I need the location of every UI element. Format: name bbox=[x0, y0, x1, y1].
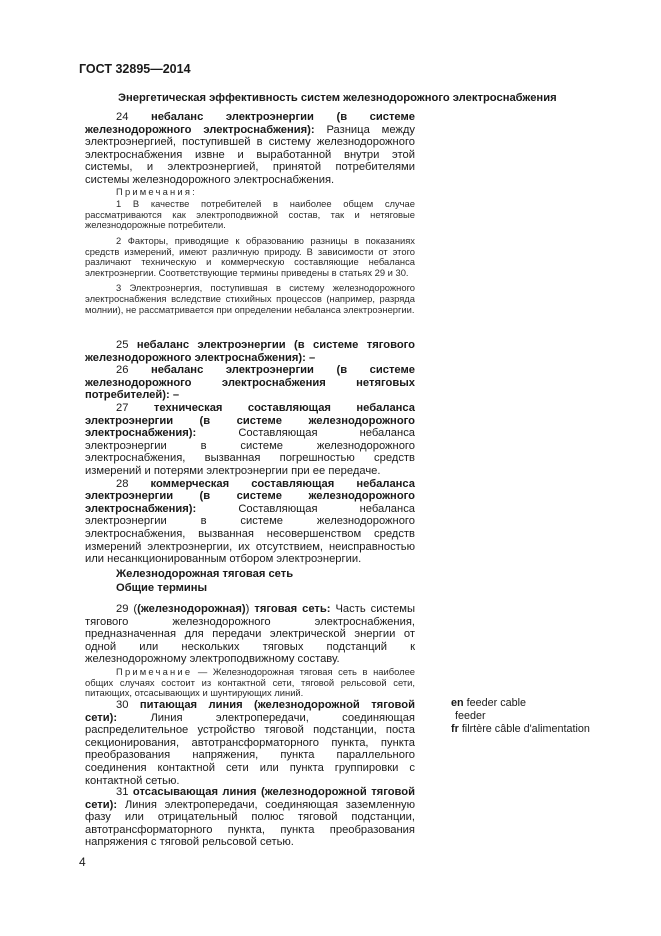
term-definition: Разница между электроэнергией, поступившей в систему железнодорожного электроснабжения извне и выработанной внутри этой системы, и электроэнергией, принятой потребителями системы железнодорожного электроснабжения. bbox=[85, 123, 416, 186]
term-name: небаланс электроэнергии (в системе железнодорожного электроснабжения нетяговых потребителей): bbox=[85, 364, 415, 402]
term-number: 26 bbox=[116, 364, 129, 377]
subsection-subtitle: Общие термины bbox=[116, 582, 208, 594]
term-number: 29 bbox=[116, 603, 129, 615]
term-definition: Составляющая небаланса электроэнергии в системе железнодорожного электроснабжения, вызванная погрешностью средств измерений и потерями электроэнергии при ее передаче. bbox=[85, 427, 416, 477]
term-definition: Линия электропередачи, соединяющая заземленную фазу или отрицательный полюс тяговой подстанции, автотрансформаторного пункта, пункта преобразования напряжения с тяговой рельсовой сетью. bbox=[85, 798, 415, 849]
term-number: 24 bbox=[116, 111, 129, 123]
subsection-title: Железнодорожная тяговая сеть bbox=[116, 568, 294, 580]
term-definition: Линия электропередачи, соединяющая распределительное устройство тяговой подстанции, поста секционирования, автотрансформаторного пункта, пункта преобразования напряжения, пункта параллельного соединения контактной сети или пункта группировки с контактной сетью. bbox=[85, 711, 415, 787]
note-2: 2 Факторы, приводящие к образованию разницы в показаниях средств измерений, имеют различную природу. В зависимости от этого различают техническую и коммерческую составляющие небаланса электроэнергии. Соответствующие термины приведены в статьях 29 и 30. bbox=[85, 234, 415, 278]
term-number: 31 bbox=[116, 786, 129, 798]
term-name: отсасывающая линия (железнодорожной тяговой сети): bbox=[85, 786, 415, 811]
terms-25-28 bbox=[85, 339, 415, 566]
term-name: питающая линия (железнодорожной тяговой сети): bbox=[85, 699, 415, 724]
en-term-1: feeder cable bbox=[466, 697, 527, 709]
document-id: ГОСТ 32895—2014 bbox=[79, 62, 191, 76]
term-number: 27 bbox=[116, 401, 129, 414]
section-title: Энергетическая эффективность систем железнодорожного электроснабжения bbox=[118, 92, 557, 104]
term-name: техническая составляющая небаланса электроэнергии (в системе железнодорожного электроснабжения): bbox=[85, 401, 415, 440]
page-number: 4 bbox=[79, 855, 86, 869]
note-label: Примечание bbox=[116, 665, 193, 677]
foreign-equivalents bbox=[451, 697, 590, 735]
term-29: 29 ((железнодорожная)) тяговая сеть: Часть системы тягового железнодорожного электроснабжения, предназначенная для передачи электрической энергии от одной или нескольких тяговых подстанций к железнодорожному электроподвижному составу. Примечание — Железнодорожная тяговая сеть в наиболее общих случаях состоит из контактной сети, тяговой рельсовой сети, питающих, отсасывающих и шунтирующих линий. bbox=[85, 603, 415, 699]
term-number: 28 bbox=[116, 477, 129, 490]
fr-term-1: filrtère câble d'alimentation bbox=[461, 722, 590, 735]
term-name: небаланс электроэнергии (в системе тягового железнодорожного электроснабжения): bbox=[85, 339, 415, 364]
notes-label: Примечания: bbox=[116, 185, 197, 197]
term-name: тяговая сеть: bbox=[254, 603, 331, 615]
term-name: небаланс электроэнергии (в системе железнодорожного электроснабжения): bbox=[85, 111, 415, 136]
term-30 bbox=[85, 699, 415, 787]
term-name: коммерческая составляющая небаланса электроэнергии (в системе железнодорожного электроснабжения): bbox=[85, 477, 415, 515]
en-term-2: feeder bbox=[455, 709, 486, 722]
term-prefix: (железнодорожная) bbox=[137, 603, 246, 615]
note-3: 3 Электроэнергия, поступившая в систему железнодорожного электроснабжения вследствие стихийных процессов (например, разряда молнии), не рассматривается при определении небаланса электроэнергии. bbox=[85, 282, 415, 315]
term-definition: Составляющая небаланса электроэнергии в системе железнодорожного электроснабжения, вызванная несовершенством средств измерений электроэнергии, их отсутствием, неисправностью или несанкционированным отбором электроэнергии. bbox=[85, 502, 416, 566]
note-1: 1 В качестве потребителей в наиболее общем случае рассматриваются как электроподвижной состав, так и нетяговые железнодорожные потребители. bbox=[85, 198, 415, 231]
note-text: — Железнодорожная тяговая сеть в наиболее общих случаях состоит из контактной сети, тяговой рельсовой сети, питающих, отсасывающих и шунтирующих линий. bbox=[85, 665, 415, 699]
term-definition: – bbox=[309, 351, 316, 364]
lang-en-label: en bbox=[451, 697, 464, 709]
term-definition: – bbox=[172, 389, 180, 402]
term-definition: Часть системы тягового железнодорожного электроснабжения, предназначенная для передачи электрической энергии от одной или нескольких тяговых подстанций к железнодорожному электроподвижному составу. bbox=[85, 603, 415, 666]
term-number: 25 bbox=[116, 339, 129, 351]
subsection bbox=[85, 567, 415, 595]
lang-fr-label: fr bbox=[451, 722, 459, 735]
term-24 bbox=[85, 111, 415, 315]
term-number: 30 bbox=[116, 699, 129, 711]
term-31 bbox=[85, 786, 415, 849]
